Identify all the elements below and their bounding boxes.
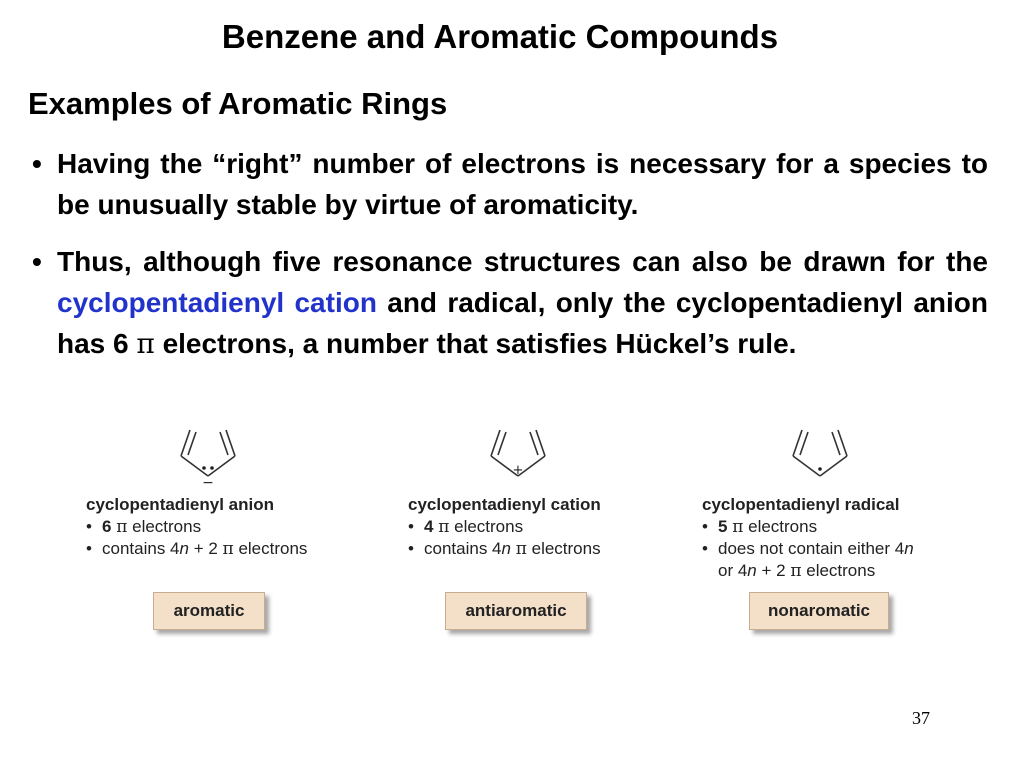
cation-description: [408, 494, 601, 561]
radical-line-3: or 4n + 2 π electrons: [718, 560, 876, 581]
nonaromatic-badge: nonaromatic: [749, 592, 889, 630]
bullet-2-text: [57, 241, 988, 364]
bullet-2-part3: electrons, a number that satisfies Hückel’s rule.: [154, 328, 797, 359]
cation-name: cyclopentadienyl cation: [408, 495, 601, 514]
cation-line-1: • 4 π electrons: [408, 516, 524, 537]
bullet-marker: •: [32, 246, 42, 277]
anion-line-2: • contains 4n + 2 π electrons: [86, 539, 308, 559]
anion-structure: [172, 424, 244, 490]
bullet-2-part2: and radical, only the cyclopentadienyl anion has 6: [57, 287, 989, 359]
radical-line-1: • 5 π electrons: [702, 516, 818, 537]
bullet-1-text: Having the “right” number of electrons is necessary for a species to be unusually stable by virtue of aromaticity.: [57, 148, 988, 220]
radical-description: [702, 494, 914, 582]
aromatic-badge: aromatic: [153, 592, 265, 630]
page-number: 37: [912, 708, 930, 728]
bullet-1: [32, 143, 988, 225]
bullet-2-part1: Thus, although five resonance structures can also be drawn for the: [57, 246, 988, 277]
cation-charge: +: [512, 463, 524, 478]
bullet-marker: •: [32, 148, 42, 179]
antiaromatic-badge: antiaromatic: [445, 592, 587, 630]
highlight-term: cyclopentadienyl cation: [57, 287, 377, 318]
radical-structure: [784, 424, 856, 486]
anion-description: [86, 494, 307, 561]
radical-name: cyclopentadienyl radical: [702, 495, 900, 514]
slide-subtitle: Examples of Aromatic Rings: [28, 86, 448, 121]
anion-charge: −: [202, 475, 214, 490]
bullet-2: [32, 241, 988, 364]
slide-title: Benzene and Aromatic Compounds: [221, 18, 779, 55]
radical-line-2: • does not contain either 4n: [702, 539, 914, 558]
cation-structure: [482, 424, 554, 486]
pi-symbol: π: [136, 327, 155, 360]
anion-name: cyclopentadienyl anion: [86, 495, 274, 514]
anion-line-1: • 6 π electrons: [86, 516, 202, 537]
cation-line-2: • contains 4n π electrons: [408, 539, 601, 559]
